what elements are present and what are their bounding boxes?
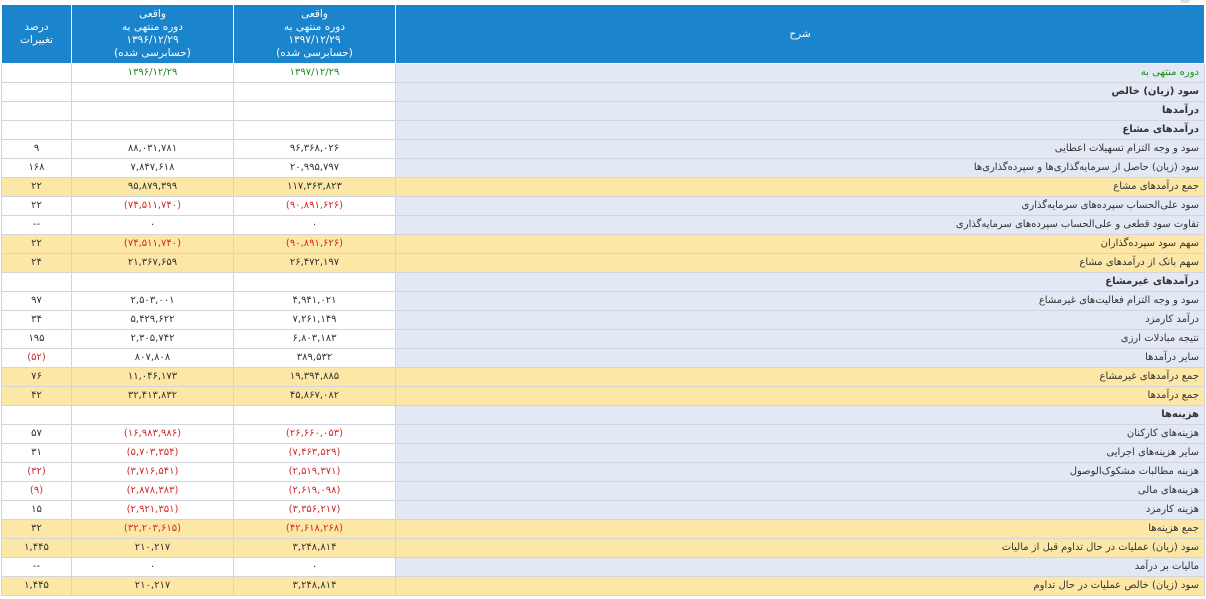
row-description: سود و وجه التزام تسهیلات اعطایی: [396, 140, 1205, 159]
value-1397: ۴۵,۸۶۷,۰۸۲: [234, 387, 396, 406]
value-1396: ۸۰۷,۸۰۸: [72, 349, 234, 368]
income-statement-table: [1, 4, 1205, 596]
change-percent: ۲۴: [2, 254, 72, 273]
value-1397: (۷,۴۶۳,۵۲۹): [234, 444, 396, 463]
value-1396: (۵,۷۰۳,۳۵۴): [72, 444, 234, 463]
value-1397: ۱۹,۳۹۴,۸۸۵: [234, 368, 396, 387]
row-description: هزینه‌های مالی: [396, 482, 1205, 501]
value-1397: ۱۱۷,۳۶۳,۸۲۳: [234, 178, 396, 197]
value-1396: ۹۵,۸۷۹,۳۹۹: [72, 178, 234, 197]
row-description: سود (زیان) خالص عملیات در حال تداوم: [396, 577, 1205, 596]
row-description: تفاوت سود قطعی و علی‌الحساب سپرده‌های سرمایه‌گذاری: [396, 216, 1205, 235]
value-1396: ۰: [72, 216, 234, 235]
value-1397: ۲۰,۹۹۵,۷۹۷: [234, 159, 396, 178]
value-1396: (۷۴,۵۱۱,۷۴۰): [72, 197, 234, 216]
row-description: سود علی‌الحساب سپرده‌های سرمایه‌گذاری: [396, 197, 1205, 216]
change-percent: ۹: [2, 140, 72, 159]
value-1396: (۱۶,۹۸۳,۹۸۶): [72, 425, 234, 444]
change-percent: --: [2, 216, 72, 235]
table-row: [2, 444, 1205, 463]
value-1397: [234, 121, 396, 140]
value-1397: (۳,۳۵۶,۲۱۷): [234, 501, 396, 520]
row-description: سایر درآمدها: [396, 349, 1205, 368]
value-1397: (۲,۵۱۹,۳۷۱): [234, 463, 396, 482]
header-1396[interactable]: واقعی دوره منتهی به ۱۳۹۶/۱۲/۲۹ (حسابرسی شده): [72, 5, 234, 64]
table-row: [2, 501, 1205, 520]
value-1397: [234, 102, 396, 121]
row-description: سود (زیان) حاصل از سرمایه‌گذاری‌ها و سپرده‌گذاری‌ها: [396, 159, 1205, 178]
table-row: [2, 254, 1205, 273]
row-description: هزینه‌های کارکنان: [396, 425, 1205, 444]
value-1396: ۱۳۹۶/۱۲/۲۹: [72, 64, 234, 83]
row-description: سود (زیان) عملیات در حال تداوم قبل از مالیات: [396, 539, 1205, 558]
row-description: درآمد کارمزد: [396, 311, 1205, 330]
row-description: هزینه مطالبات مشکوک‌الوصول: [396, 463, 1205, 482]
value-1397: ۰: [234, 558, 396, 577]
row-description: سود و وجه التزام فعالیت‌های غیرمشاع: [396, 292, 1205, 311]
table-row: [2, 159, 1205, 178]
change-percent: [2, 64, 72, 83]
value-1397: ۶,۸۰۳,۱۸۳: [234, 330, 396, 349]
value-1397: ۱۳۹۷/۱۲/۲۹: [234, 64, 396, 83]
table-row: [2, 349, 1205, 368]
value-1396: ۲۱۰,۲۱۷: [72, 539, 234, 558]
value-1396: ۳۲,۴۱۳,۸۳۲: [72, 387, 234, 406]
table-row: [2, 121, 1205, 140]
row-description: نتیجه مبادلات ارزی: [396, 330, 1205, 349]
row-description: سهم بانک از درآمدهای مشاع: [396, 254, 1205, 273]
value-1397: ۹۶,۳۶۸,۰۲۶: [234, 140, 396, 159]
value-1397: ۳,۲۴۸,۸۱۴: [234, 539, 396, 558]
row-description: جمع درآمدها: [396, 387, 1205, 406]
value-1396: ۰: [72, 558, 234, 577]
change-percent: ۱,۴۴۵: [2, 577, 72, 596]
value-1397: ۰: [234, 216, 396, 235]
value-1396: ۲۱,۳۶۷,۶۵۹: [72, 254, 234, 273]
table-row: [2, 577, 1205, 596]
change-percent: ۳۱: [2, 444, 72, 463]
change-percent: ۹۷: [2, 292, 72, 311]
value-1396: ۲,۵۰۳,۰۰۱: [72, 292, 234, 311]
value-1397: [234, 406, 396, 425]
row-description: دوره منتهی به: [396, 64, 1205, 83]
table-row: [2, 83, 1205, 102]
value-1397: ۷,۲۶۱,۱۴۹: [234, 311, 396, 330]
table-row: [2, 235, 1205, 254]
value-1397: (۲,۶۱۹,۰۹۸): [234, 482, 396, 501]
value-1396: [72, 121, 234, 140]
value-1397: (۲۶,۶۶۰,۰۵۳): [234, 425, 396, 444]
value-1396: (۳,۷۱۶,۵۴۱): [72, 463, 234, 482]
value-1396: ۲,۳۰۵,۷۴۲: [72, 330, 234, 349]
row-description: درآمدها: [396, 102, 1205, 121]
value-1396: (۳۲,۲۰۳,۶۱۵): [72, 520, 234, 539]
value-1396: ۱۱,۰۴۶,۱۷۳: [72, 368, 234, 387]
header-description[interactable]: شرح: [396, 5, 1205, 64]
change-percent: [2, 102, 72, 121]
change-percent: [2, 273, 72, 292]
header-1397[interactable]: واقعی دوره منتهی به ۱۳۹۷/۱۲/۲۹ (حسابرسی شده): [234, 5, 396, 64]
row-description: سود (زیان) خالص: [396, 83, 1205, 102]
row-description: سهم سود سپرده‌گذاران: [396, 235, 1205, 254]
table-row: [2, 140, 1205, 159]
value-1397: [234, 273, 396, 292]
table-row: [2, 197, 1205, 216]
row-description: مالیات بر درآمد: [396, 558, 1205, 577]
table-row: [2, 178, 1205, 197]
value-1396: (۷۴,۵۱۱,۷۴۰): [72, 235, 234, 254]
table-header-row: [2, 5, 1205, 64]
change-percent: ۲۲: [2, 235, 72, 254]
change-percent: ۱۵: [2, 501, 72, 520]
table-row: [2, 216, 1205, 235]
value-1397: ۲۶,۴۷۲,۱۹۷: [234, 254, 396, 273]
table-row: [2, 273, 1205, 292]
value-1396: ۵,۴۲۹,۶۲۲: [72, 311, 234, 330]
table-row: [2, 330, 1205, 349]
table-row: [2, 406, 1205, 425]
value-1396: [72, 273, 234, 292]
table-row: [2, 463, 1205, 482]
row-description: هزینه کارمزد: [396, 501, 1205, 520]
change-percent: ۳۴: [2, 311, 72, 330]
value-1397: (۴۲,۶۱۸,۲۶۸): [234, 520, 396, 539]
change-percent: ۲۲: [2, 178, 72, 197]
decorative-mark: [1180, 0, 1190, 3]
change-percent: ۱,۴۴۵: [2, 539, 72, 558]
row-description: درآمدهای غیرمشاع: [396, 273, 1205, 292]
table-row: [2, 425, 1205, 444]
table-row: [2, 387, 1205, 406]
table-row: [2, 368, 1205, 387]
value-1396: (۲,۹۲۱,۳۵۱): [72, 501, 234, 520]
value-1397: (۹۰,۸۹۱,۶۲۶): [234, 197, 396, 216]
change-percent: ۱۶۸: [2, 159, 72, 178]
change-percent: --: [2, 558, 72, 577]
change-percent: ۱۹۵: [2, 330, 72, 349]
value-1397: (۹۰,۸۹۱,۶۲۶): [234, 235, 396, 254]
change-percent: (۹): [2, 482, 72, 501]
value-1397: ۳,۲۴۸,۸۱۴: [234, 577, 396, 596]
change-percent: ۷۶: [2, 368, 72, 387]
header-change-percent[interactable]: درصد تغییرات: [2, 5, 72, 64]
table-row: [2, 292, 1205, 311]
change-percent: ۳۲: [2, 520, 72, 539]
row-description: جمع درآمدهای مشاع: [396, 178, 1205, 197]
value-1396: ۸۸,۰۳۱,۷۸۱: [72, 140, 234, 159]
table-row: [2, 482, 1205, 501]
value-1396: [72, 83, 234, 102]
value-1396: (۲,۸۷۸,۳۸۳): [72, 482, 234, 501]
change-percent: ۴۲: [2, 387, 72, 406]
table-row: [2, 558, 1205, 577]
value-1397: ۴,۹۴۱,۰۲۱: [234, 292, 396, 311]
row-description: جمع هزینه‌ها: [396, 520, 1205, 539]
table-row: [2, 539, 1205, 558]
value-1396: [72, 102, 234, 121]
change-percent: [2, 83, 72, 102]
table-row: [2, 102, 1205, 121]
change-percent: (۵۲): [2, 349, 72, 368]
row-description: جمع درآمدهای غیرمشاع: [396, 368, 1205, 387]
row-description: درآمدهای مشاع: [396, 121, 1205, 140]
row-description: هزینه‌ها: [396, 406, 1205, 425]
table-row: [2, 64, 1205, 83]
value-1396: [72, 406, 234, 425]
value-1397: [234, 83, 396, 102]
row-description: سایر هزینه‌های اجرایی: [396, 444, 1205, 463]
change-percent: [2, 406, 72, 425]
value-1396: ۷,۸۴۷,۶۱۸: [72, 159, 234, 178]
table-row: [2, 311, 1205, 330]
value-1396: ۲۱۰,۲۱۷: [72, 577, 234, 596]
table-row: [2, 520, 1205, 539]
change-percent: (۳۲): [2, 463, 72, 482]
change-percent: [2, 121, 72, 140]
change-percent: ۵۷: [2, 425, 72, 444]
value-1397: ۳۸۹,۵۳۲: [234, 349, 396, 368]
change-percent: ۲۲: [2, 197, 72, 216]
